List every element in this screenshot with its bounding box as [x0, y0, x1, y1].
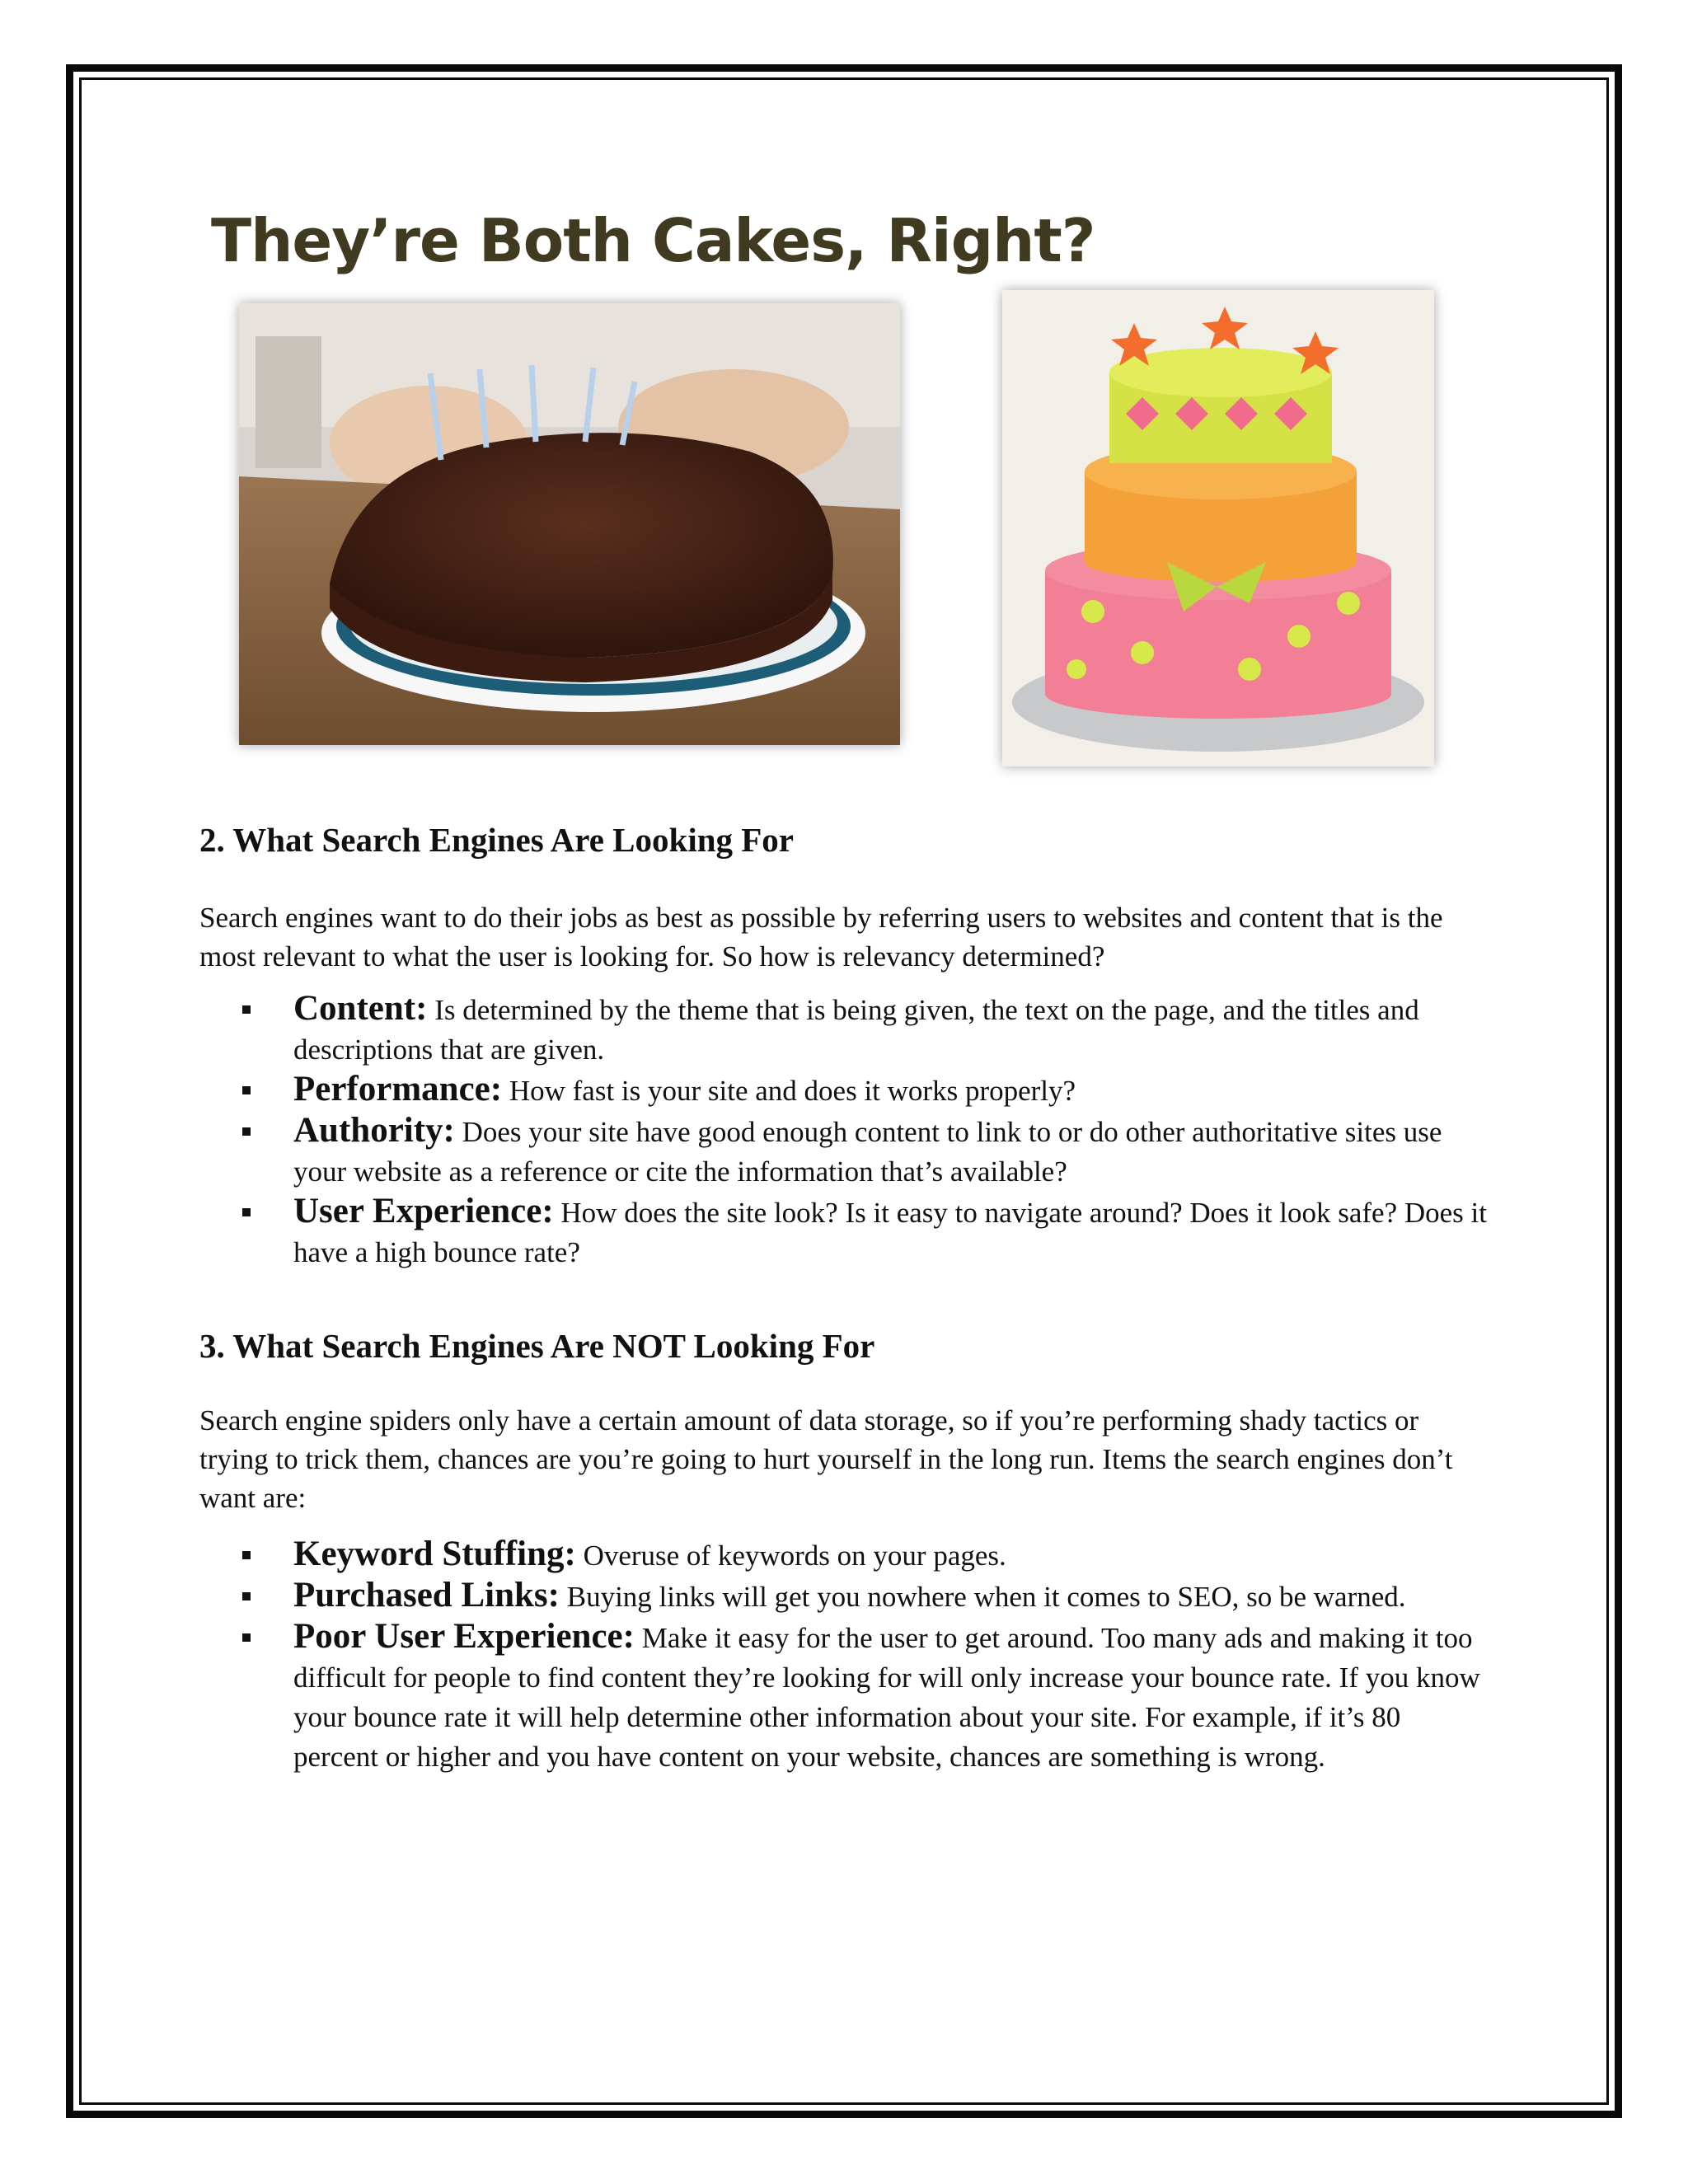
list-item-content: [199, 989, 1490, 1070]
item-text: Is determined by the theme that is being given, the text on the page, and the titles and descriptions that are given.: [293, 994, 1419, 1066]
section-3-heading: 3. What Search Engines Are NOT Looking For: [199, 1327, 875, 1365]
item-text: How fast is your site and does it works properly?: [502, 1075, 1076, 1107]
bullet-icon: [242, 1005, 251, 1014]
decorated-cake-photo: [1002, 290, 1434, 766]
item-text: Overuse of keywords on your pages.: [575, 1540, 1006, 1572]
section-3-intro-block: [199, 1401, 1490, 1517]
item-text: Make it easy for the user to get around. Too many ads and making it too difficult for people to find content they’re looking for will only increase your bounce rate. If you know your bounce rate it will help determine other information about your site. For example, if it’s 80 percent or higher and you have content on your website, chances are something is wrong.: [293, 1622, 1480, 1773]
section-2-heading: 2. What Search Engines Are Looking For: [199, 821, 795, 859]
list-item-user-experience: [199, 1192, 1490, 1272]
section-2-intro-block: [199, 898, 1490, 976]
list-item-keyword-stuffing: [199, 1535, 1490, 1576]
bullet-icon: [242, 1551, 251, 1559]
item-text: Does your site have good enough content to link to or do other authoritative sites use your website as a reference or cite the information that’s available?: [293, 1116, 1442, 1188]
item-term: Authority:: [293, 1111, 455, 1150]
item-term: Content:: [293, 989, 428, 1028]
bullet-icon: [242, 1633, 251, 1642]
section-2-list-block: [199, 989, 1490, 1272]
item-term: Performance:: [293, 1070, 503, 1108]
section-2-list: [199, 989, 1490, 1272]
section-3-list-block: [199, 1535, 1490, 1777]
list-item-poor-user-experience: [199, 1617, 1490, 1777]
section-3-list: [199, 1535, 1490, 1777]
bullet-icon: [242, 1208, 251, 1216]
item-term: Keyword Stuffing:: [293, 1535, 576, 1573]
bullet-icon: [242, 1086, 251, 1094]
section-2-paragraph: Search engines want to do their jobs as best as possible by referring users to websites and content that is the most relevant to what the user is looking for. So how is relevancy determined?: [199, 902, 1443, 972]
bullet-icon: [242, 1127, 251, 1136]
item-term: Poor User Experience:: [293, 1617, 635, 1656]
bullet-icon: [242, 1592, 251, 1601]
section-2-heading-block: [199, 819, 1490, 860]
slide-title: They’re Both Cakes, Right?: [211, 206, 1095, 275]
list-item-authority: [199, 1111, 1490, 1192]
item-text: How does the site look? Is it easy to navigate around? Does it look safe? Does it have a high bounce rate?: [293, 1197, 1487, 1268]
list-item-purchased-links: [199, 1576, 1490, 1617]
chocolate-cake-photo: [239, 303, 900, 745]
item-term: Purchased Links:: [293, 1576, 560, 1615]
list-item-performance: [199, 1070, 1490, 1111]
item-text: Buying links will get you nowhere when it comes to SEO, so be warned.: [559, 1581, 1406, 1613]
section-3-paragraph: Search engine spiders only have a certain amount of data storage, so if you’re performing shady tactics or trying to trick them, chances are you’re going to hurt yourself in the long run. Items the search engines don’t want are:: [199, 1404, 1453, 1514]
section-3-heading-block: [199, 1325, 1490, 1366]
item-term: User Experience:: [293, 1192, 554, 1230]
